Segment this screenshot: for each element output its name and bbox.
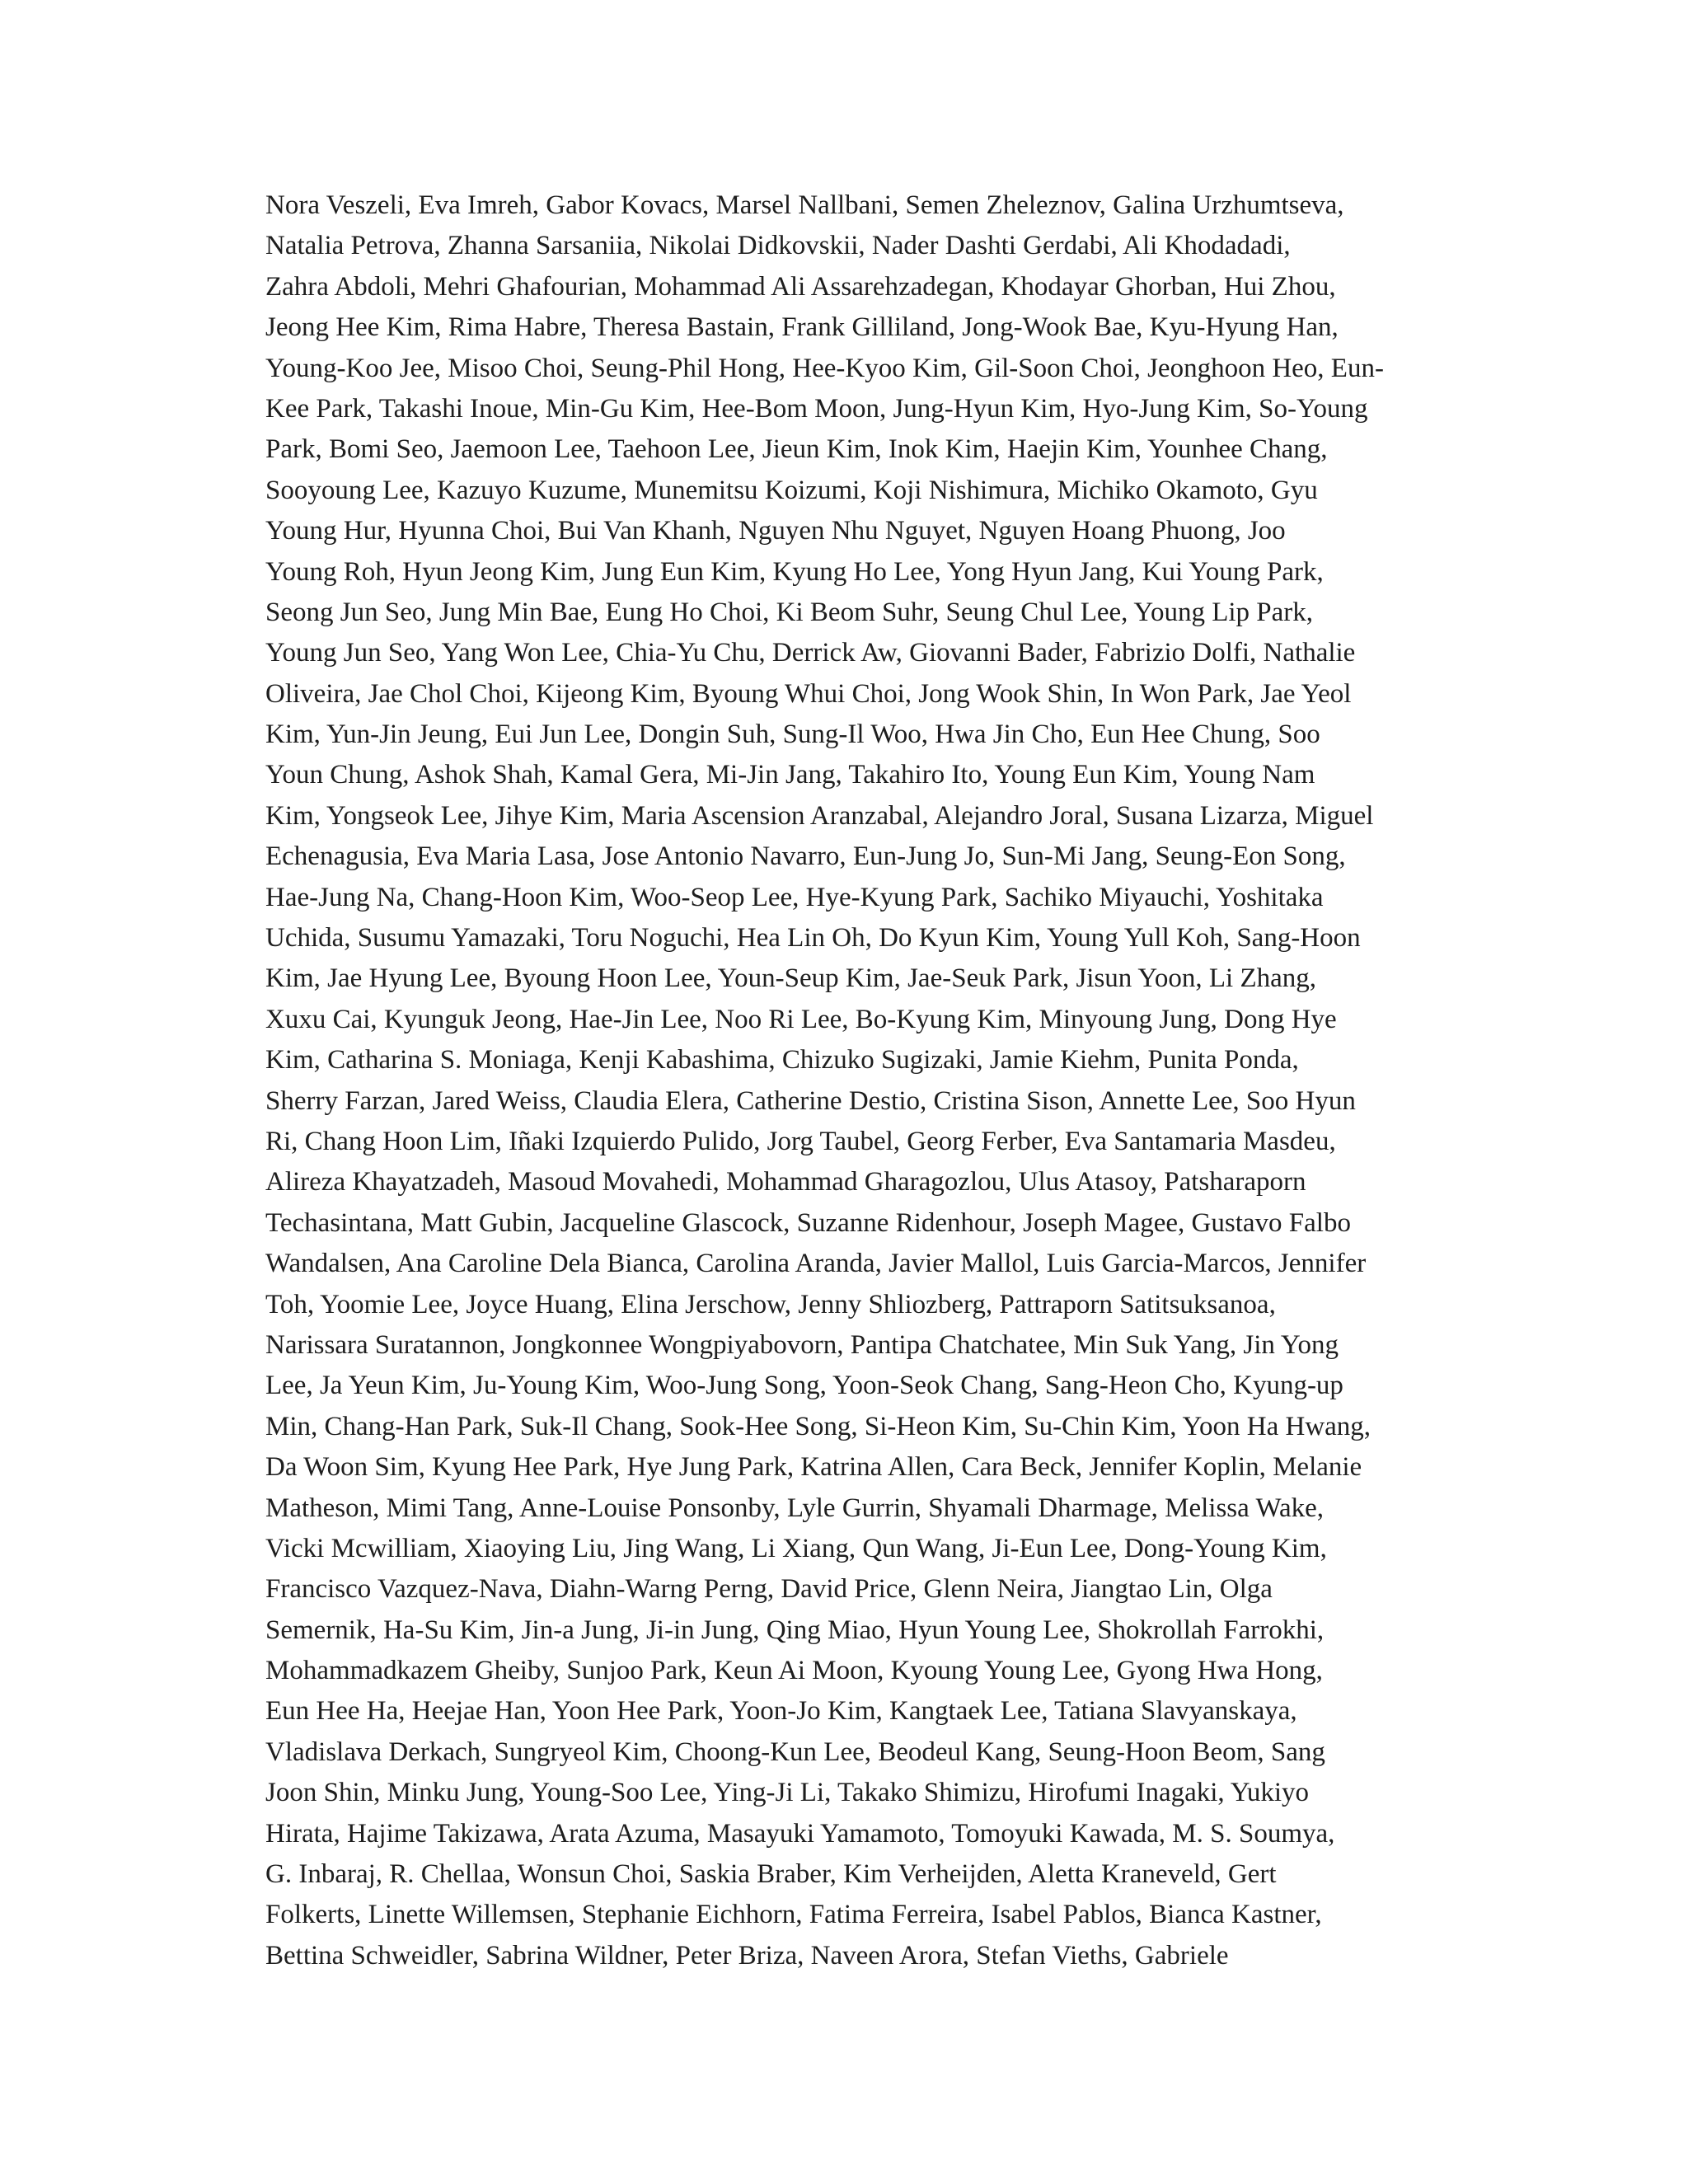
author-line: Oliveira, Jae Chol Choi, Kijeong Kim, Byoung Whui Choi, Jong Wook Shin, In Won Park, Jae Yeol: [265, 678, 1352, 709]
author-line: Hirata, Hajime Takizawa, Arata Azuma, Masayuki Yamamoto, Tomoyuki Kawada, M. S. Soumya,: [265, 1818, 1335, 1849]
author-line: Jeong Hee Kim, Rima Habre, Theresa Bastain, Frank Gilliland, Jong-Wook Bae, Kyu-Hyung Han,: [265, 312, 1339, 343]
author-line: Eun Hee Ha, Heejae Han, Yoon Hee Park, Yoon-Jo Kim, Kangtaek Lee, Tatiana Slavyanskaya,: [265, 1696, 1297, 1727]
author-line: Kim, Yun-Jin Jeung, Eui Jun Lee, Dongin Suh, Sung-Il Woo, Hwa Jin Cho, Eun Hee Chung, Soo: [265, 719, 1320, 750]
author-line: Matheson, Mimi Tang, Anne-Louise Ponsonby, Lyle Gurrin, Shyamali Dharmage, Melissa Wake,: [265, 1493, 1324, 1523]
author-line: Kee Park, Takashi Inoue, Min-Gu Kim, Hee-Bom Moon, Jung-Hyun Kim, Hyo-Jung Kim, So-Young: [265, 393, 1368, 424]
author-line: Vicki Mcwilliam, Xiaoying Liu, Jing Wang, Li Xiang, Qun Wang, Ji-Eun Lee, Dong-Young Kim,: [265, 1533, 1327, 1563]
author-line: Zahra Abdoli, Mehri Ghafourian, Mohammad Ali Assarehzadegan, Khodayar Ghorban, Hui Zhou,: [265, 271, 1336, 302]
author-line: Kim, Yongseok Lee, Jihye Kim, Maria Ascension Aranzabal, Alejandro Joral, Susana Lizarza, Miguel: [265, 800, 1374, 831]
author-line: Vladislava Derkach, Sungryeol Kim, Choong-Kun Lee, Beodeul Kang, Seung-Hoon Beom, Sang: [265, 1736, 1325, 1767]
author-line: Sherry Farzan, Jared Weiss, Claudia Elera, Catherine Destio, Cristina Sison, Annette Lee, Soo Hyun: [265, 1085, 1356, 1116]
author-line: Mohammadkazem Gheiby, Sunjoo Park, Keun Ai Moon, Kyoung Young Lee, Gyong Hwa Hong,: [265, 1656, 1323, 1686]
author-line: Min, Chang-Han Park, Suk-Il Chang, Sook-Hee Song, Si-Heon Kim, Su-Chin Kim, Yoon Ha Hwang,: [265, 1411, 1372, 1441]
author-line: Da Woon Sim, Kyung Hee Park, Hye Jung Park, Katrina Allen, Cara Beck, Jennifer Koplin, Melanie: [265, 1452, 1362, 1483]
author-line: Nora Veszeli, Eva Imreh, Gabor Kovacs, Marsel Nallbani, Semen Zheleznov, Galina Urzhumtseva,: [265, 190, 1344, 220]
author-line: Semernik, Ha-Su Kim, Jin-a Jung, Ji-in Jung, Qing Miao, Hyun Young Lee, Shokrollah Farrokhi,: [265, 1615, 1325, 1645]
author-line: Bettina Schweidler, Sabrina Wildner, Peter Briza, Naveen Arora, Stefan Vieths, Gabriele: [265, 1940, 1229, 1971]
author-line: Francisco Vazquez-Nava, Diahn-Warng Perng, David Price, Glenn Neira, Jiangtao Lin, Olga: [265, 1574, 1273, 1605]
author-line: Kim, Catharina S. Moniaga, Kenji Kabashima, Chizuko Sugizaki, Jamie Kiehm, Punita Ponda,: [265, 1045, 1299, 1076]
author-line: Uchida, Susumu Yamazaki, Toru Noguchi, Hea Lin Oh, Do Kyun Kim, Young Yull Koh, Sang-Hoon: [265, 923, 1361, 954]
author-line: Seong Jun Seo, Jung Min Bae, Eung Ho Choi, Ki Beom Suhr, Seung Chul Lee, Young Lip Park,: [265, 597, 1314, 627]
author-line: Young Hur, Hyunna Choi, Bui Van Khanh, Nguyen Nhu Nguyet, Nguyen Hoang Phuong, Joo: [265, 516, 1286, 546]
author-line: Kim, Jae Hyung Lee, Byoung Hoon Lee, Youn-Seup Kim, Jae-Seuk Park, Jisun Yoon, Li Zhang,: [265, 963, 1316, 994]
author-line: Folkerts, Linette Willemsen, Stephanie Eichhorn, Fatima Ferreira, Isabel Pablos, Bianca Kastner,: [265, 1900, 1322, 1930]
author-line: Ri, Chang Hoon Lim, Iñaki Izquierdo Pulido, Jorg Taubel, Georg Ferber, Eva Santamaria Masdeu,: [265, 1126, 1336, 1156]
author-line: Young Jun Seo, Yang Won Lee, Chia-Yu Chu, Derrick Aw, Giovanni Bader, Fabrizio Dolfi, Nathalie: [265, 638, 1356, 668]
author-line: Narissara Suratannon, Jongkonnee Wongpiyabovorn, Pantipa Chatchatee, Min Suk Yang, Jin Yong: [265, 1329, 1339, 1360]
author-line: Young Roh, Hyun Jeong Kim, Jung Eun Kim, Kyung Ho Lee, Yong Hyun Jang, Kui Young Park,: [265, 556, 1324, 587]
author-line: Sooyoung Lee, Kazuyo Kuzume, Munemitsu Koizumi, Koji Nishimura, Michiko Okamoto, Gyu: [265, 475, 1318, 505]
author-line: Hae-Jung Na, Chang-Hoon Kim, Woo-Seop Lee, Hye-Kyung Park, Sachiko Miyauchi, Yoshitaka: [265, 882, 1324, 912]
author-line: Youn Chung, Ashok Shah, Kamal Gera, Mi-Jin Jang, Takahiro Ito, Young Eun Kim, Young Nam: [265, 760, 1315, 790]
author-line: Alireza Khayatzadeh, Masoud Movahedi, Mohammad Gharagozlou, Ulus Atasoy, Patsharaporn: [265, 1167, 1306, 1197]
author-line: Joon Shin, Minku Jung, Young-Soo Lee, Ying-Ji Li, Takako Shimizu, Hirofumi Inagaki, Yukiyo: [265, 1778, 1310, 1808]
author-line: Wandalsen, Ana Caroline Dela Bianca, Carolina Aranda, Javier Mallol, Luis Garcia-Marcos, Jennifer: [265, 1249, 1367, 1279]
author-list: [265, 185, 1477, 1976]
author-line: Techasintana, Matt Gubin, Jacqueline Glascock, Suzanne Ridenhour, Joseph Magee, Gustavo Falbo: [265, 1207, 1351, 1238]
author-line: Natalia Petrova, Zhanna Sarsaniia, Nikolai Didkovskii, Nader Dashti Gerdabi, Ali Khodadadi,: [265, 231, 1291, 261]
author-line: Echenagusia, Eva Maria Lasa, Jose Antonio Navarro, Eun-Jung Jo, Sun-Mi Jang, Seung-Eon Song,: [265, 841, 1346, 872]
author-line: Xuxu Cai, Kyunguk Jeong, Hae-Jin Lee, Noo Ri Lee, Bo-Kyung Kim, Minyoung Jung, Dong Hye: [265, 1004, 1337, 1034]
author-line: Lee, Ja Yeun Kim, Ju-Young Kim, Woo-Jung Song, Yoon-Seok Chang, Sang-Heon Cho, Kyung-up: [265, 1371, 1343, 1401]
author-line: Park, Bomi Seo, Jaemoon Lee, Taehoon Lee, Jieun Kim, Inok Kim, Haejin Kim, Younhee Chang,: [265, 434, 1328, 465]
author-line: Toh, Yoomie Lee, Joyce Huang, Elina Jerschow, Jenny Shliozberg, Pattraporn Satitsuksanoa,: [265, 1289, 1276, 1319]
author-line: G. Inbaraj, R. Chellaa, Wonsun Choi, Saskia Braber, Kim Verheijden, Aletta Kraneveld, Gert: [265, 1859, 1277, 1890]
author-line: Young-Koo Jee, Misoo Choi, Seung-Phil Hong, Hee-Kyoo Kim, Gil-Soon Choi, Jeonghoon Heo, Eun-: [265, 353, 1384, 383]
